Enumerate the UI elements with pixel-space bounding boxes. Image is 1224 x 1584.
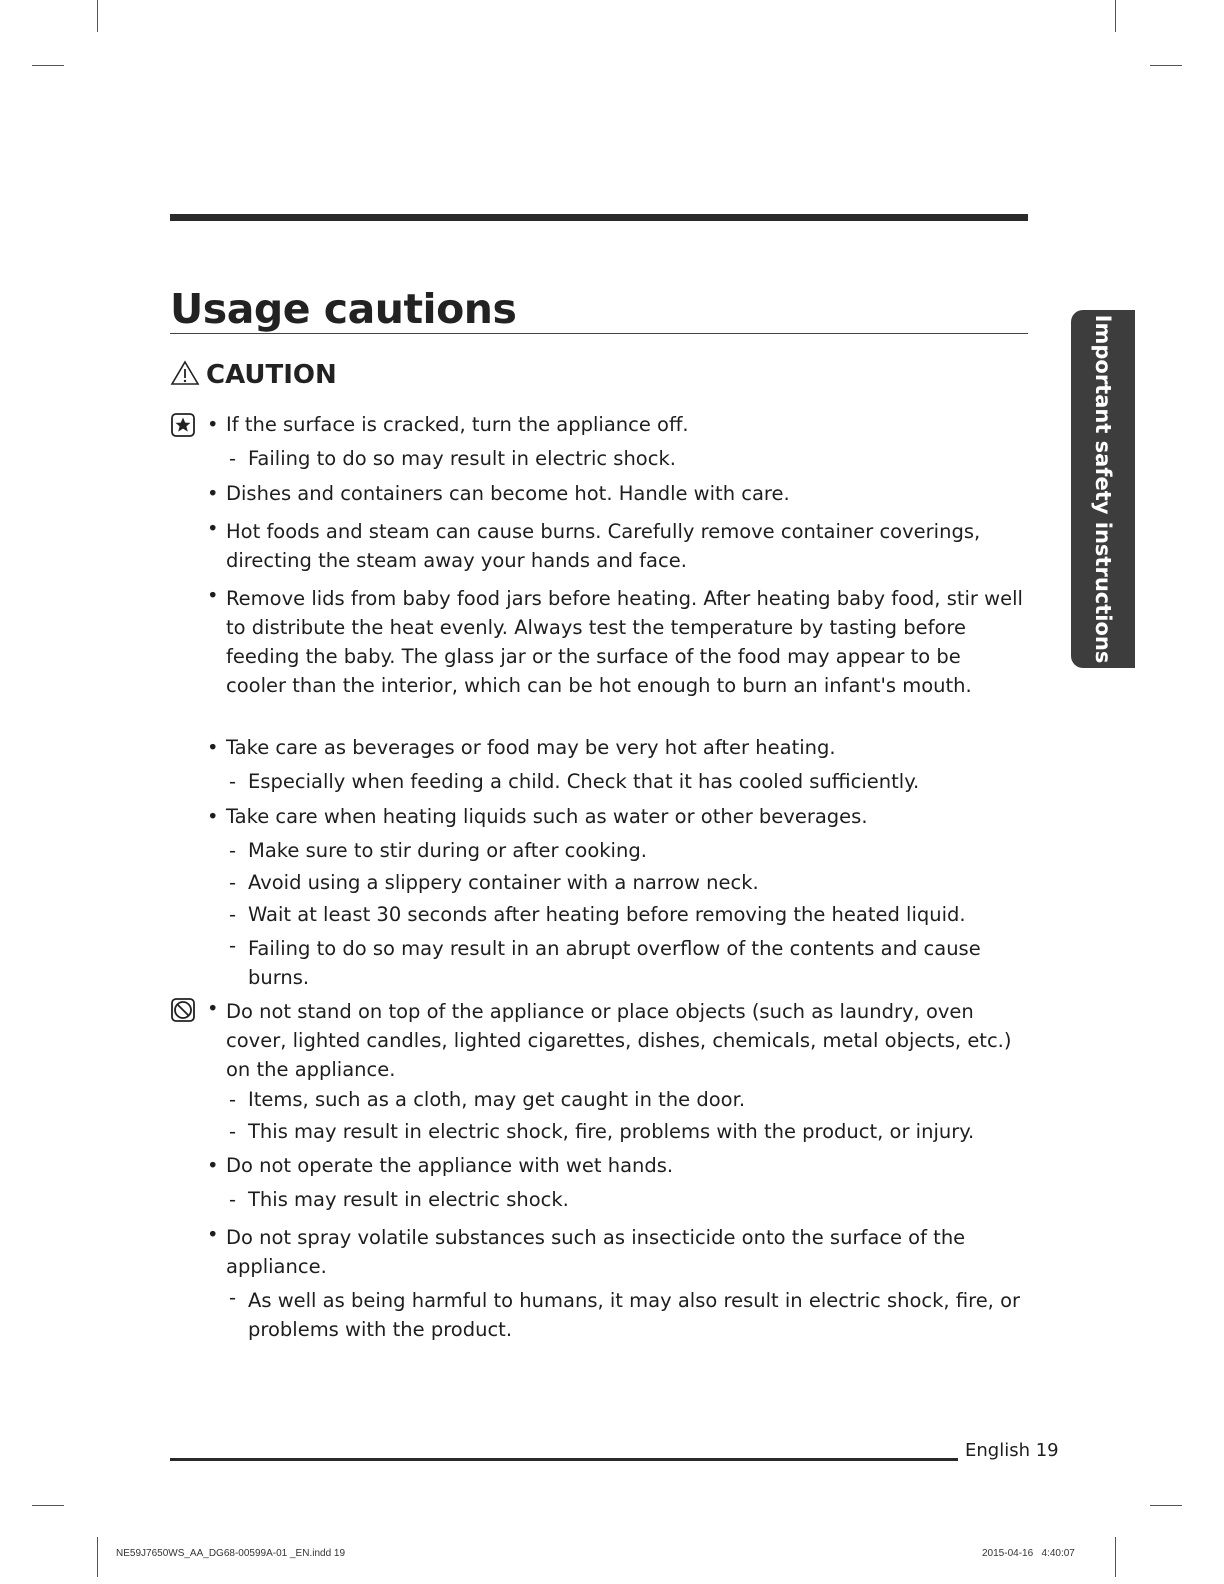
list-item: Do not operate the appliance with wet hands. [226, 1154, 674, 1177]
sub-item: Make sure to stir during or after cooking. [248, 839, 647, 862]
prohibited-icon [171, 998, 195, 1022]
page-title: Usage cautions [170, 285, 517, 333]
sub-item: Failing to do so may result in electric shock. [248, 447, 676, 470]
sub-dash: - [229, 934, 237, 957]
list-item: Dishes and containers can become hot. Handle with care. [226, 482, 790, 505]
sub-item: As well as being harmful to humans, it may also result in electric shock, fire, or problems with the product. [248, 1289, 1021, 1341]
crop-mark [32, 1505, 64, 1506]
crop-mark [1150, 65, 1182, 66]
section-tab [1071, 310, 1135, 668]
header-rule [170, 214, 1028, 221]
bullet: • [207, 805, 219, 828]
list-item: If the surface is cracked, turn the appliance off. [226, 413, 689, 436]
list-item: Take care when heating liquids such as water or other beverages. [226, 805, 868, 828]
sub-item: Avoid using a slippery container with a narrow neck. [248, 871, 759, 894]
sub-dash: - [229, 871, 237, 894]
warning-triangle-icon [170, 360, 200, 390]
page-number-value: 19 [1035, 1440, 1059, 1461]
crop-mark [1150, 1505, 1182, 1506]
bullet: • [207, 1154, 219, 1177]
crop-mark [97, 1537, 98, 1577]
bullet: • [207, 413, 219, 436]
sub-dash: - [229, 447, 237, 470]
list-item: Take care as beverages or food may be very hot after heating. [226, 736, 836, 759]
footer-rule [170, 1458, 958, 1461]
page-number [965, 1440, 1059, 1461]
sub-dash: - [229, 839, 237, 862]
crop-mark [1115, 0, 1116, 32]
title-underline [170, 333, 1028, 334]
sub-item: Wait at least 30 seconds after heating before removing the heated liquid. [248, 903, 966, 926]
list-item: Hot foods and steam can cause burns. Carefully remove container coverings, directing the steam away your hands and face. [226, 520, 981, 572]
sub-item: Failing to do so may result in an abrupt overflow of the contents and cause burns. [248, 937, 981, 989]
bullet: • [207, 736, 219, 759]
caution-label: CAUTION [206, 360, 337, 390]
star-icon [171, 413, 195, 437]
list-item: Remove lids from baby food jars before heating. After heating baby food, stir well to distribute the heat evenly. Always test the temperature by tasting before feeding the baby. The glass jar or the surface of the food may appear to be cooler than the interior, which can be hot enough to burn an infant's mouth. [226, 587, 1023, 697]
sub-item: Especially when feeding a child. Check that it has cooled sufficiently. [248, 770, 920, 793]
crop-mark [32, 65, 64, 66]
list-item: Do not spray volatile substances such as insecticide onto the surface of the appliance. [226, 1226, 966, 1278]
sub-item: This may result in electric shock, fire, problems with the product, or injury. [248, 1120, 975, 1143]
page-language: English [965, 1440, 1030, 1461]
crop-mark [97, 0, 98, 32]
list-item: Do not stand on top of the appliance or place objects (such as laundry, oven cover, lighted candles, lighted cigarettes, dishes, chemicals, metal objects, etc.) on the appliance. [226, 1000, 1012, 1081]
bullet: • [207, 517, 219, 540]
print-timestamp: 2015-04-16 4:40:07 [982, 1548, 1075, 1559]
sub-dash: - [229, 770, 237, 793]
sub-dash: - [229, 903, 237, 926]
sub-dash: - [229, 1088, 237, 1111]
section-tab-label: Important safety instructions [1091, 314, 1115, 664]
sub-item: Items, such as a cloth, may get caught in the door. [248, 1088, 746, 1111]
sub-item: This may result in electric shock. [248, 1188, 569, 1211]
caution-heading [170, 360, 337, 390]
bullet: • [207, 584, 219, 607]
print-file-info: NE59J7650WS_AA_DG68-00599A-01 _EN.indd 19 [116, 1548, 346, 1559]
sub-dash: - [229, 1188, 237, 1211]
sub-dash: - [229, 1286, 237, 1309]
bullet: • [207, 482, 219, 505]
bullet: • [207, 997, 219, 1020]
sub-dash: - [229, 1120, 237, 1143]
crop-mark [1115, 1537, 1116, 1577]
bullet: • [207, 1223, 219, 1246]
